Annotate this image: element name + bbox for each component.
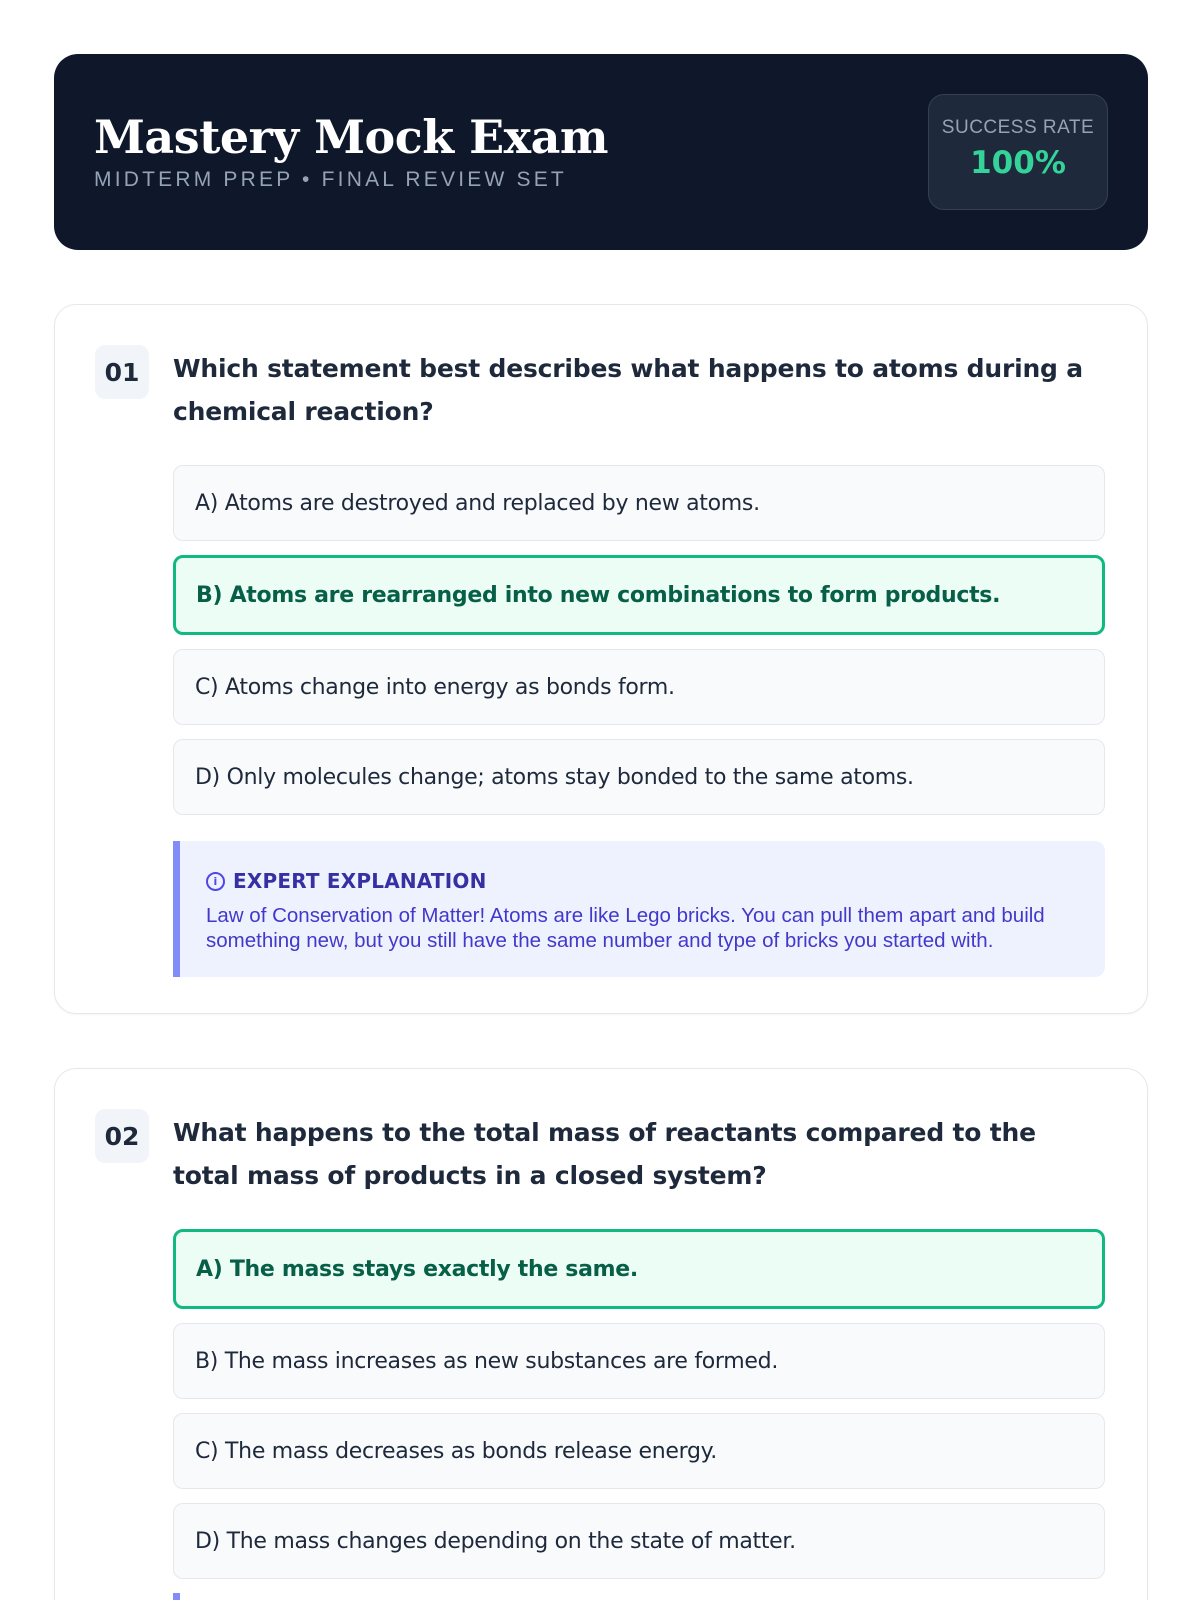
answer-option-d[interactable]: D) The mass changes depending on the state of matter. — [173, 1503, 1105, 1579]
answer-option-a[interactable]: A) Atoms are destroyed and replaced by new atoms. — [173, 465, 1105, 541]
explanation-text: Law of Conservation of Matter! Atoms are like Lego bricks. You can pull them apart and build something new, but you still have the same number and type of bricks you started with. — [206, 904, 1045, 952]
answer-option-c[interactable]: C) The mass decreases as bonds release energy. — [173, 1413, 1105, 1489]
answer-options — [173, 1229, 1107, 1579]
exam-subtitle: MIDTERM PREP • FINAL REVIEW SET — [94, 168, 567, 191]
question-card — [54, 1068, 1148, 1600]
answer-options — [173, 465, 1107, 815]
success-rate-label: SUCCESS RATE — [941, 117, 1095, 138]
explanation-title: EXPERT EXPLANATION — [233, 869, 487, 893]
question-header — [95, 1109, 1107, 1197]
answer-option-c[interactable]: C) Atoms change into energy as bonds form. — [173, 649, 1105, 725]
success-rate-value: 100% — [970, 145, 1066, 181]
exam-title: Mastery Mock Exam — [94, 110, 609, 164]
question-text: Which statement best describes what happens to atoms during a chemical reaction? — [173, 354, 1083, 426]
question-text: What happens to the total mass of reactants compared to the total mass of products in a closed system? — [173, 1118, 1036, 1190]
expert-explanation — [173, 841, 1105, 977]
info-icon: i — [206, 872, 225, 891]
explanation-accent-strip — [173, 1593, 180, 1600]
question-number: 02 — [95, 1109, 149, 1163]
explanation-header — [206, 869, 1075, 893]
success-rate-box — [928, 94, 1108, 210]
answer-option-b-correct[interactable]: B) Atoms are rearranged into new combinations to form products. — [173, 555, 1105, 635]
answer-option-b[interactable]: B) The mass increases as new substances are formed. — [173, 1323, 1105, 1399]
question-card — [54, 304, 1148, 1014]
question-header — [95, 345, 1107, 433]
answer-option-a-correct[interactable]: A) The mass stays exactly the same. — [173, 1229, 1105, 1309]
exam-header — [54, 54, 1148, 250]
answer-option-d[interactable]: D) Only molecules change; atoms stay bonded to the same atoms. — [173, 739, 1105, 815]
question-number: 01 — [95, 345, 149, 399]
